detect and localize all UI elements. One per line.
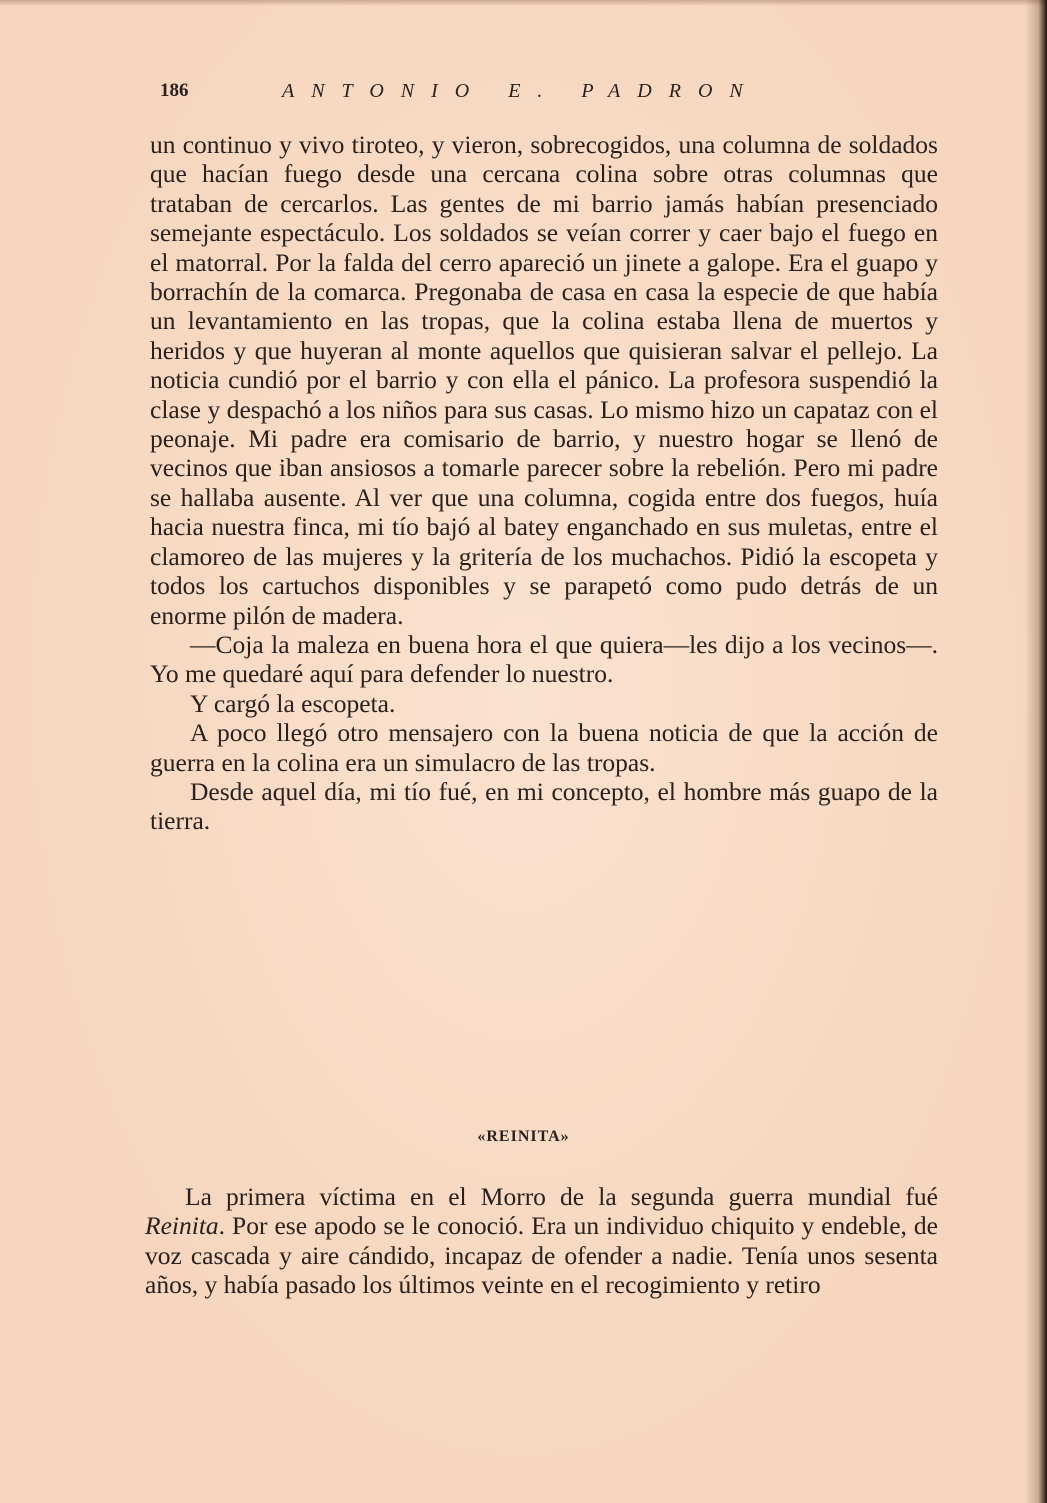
chapter-continuation-text: [150, 130, 938, 836]
paragraph-continued: un continuo y vivo tiroteo, y vieron, sobrecogidos, una columna de soldados que hacían fuego desde una cercana colina sobre otras columnas que trataban de cercarlos. Las gentes de mi barrio jamás habían presenciado semejante espectáculo. Los soldados se veían correr y caer bajo el fuego en el matorral. Por la falda del cerro apareció un jinete a galope. Era el guapo y borrachín de la comarca. Pregonaba de casa en casa la especie de que había un levantamiento en las tropas, que la colina estaba llena de muertos y heridos y que huyeran al monte aquellos que quisieran salvar el pellejo. La noticia cundió por el barrio y con ella el pánico. La profesora suspendió la clase y despachó a los niños para sus casas. Lo mismo hizo un capataz con el peonaje. Mi padre era comisario de barrio, y nuestro hogar se llenó de vecinos que iban ansiosos a tomarle parecer sobre la rebelión. Pero mi padre se hallaba ausente. Al ver que una columna, cogida entre dos fuegos, huía hacia nuestra finca, mi tío bajó al batey enganchado en sus muletas, entre el clamoreo de las mujeres y la gritería de los muchachos. Pidió la escopeta y todos los cartuchos disponibles y se parapetó como pudo detrás de un enorme pilón de madera.: [150, 130, 938, 630]
section-heading: «REINITA»: [477, 1128, 570, 1145]
section-paragraph-italic-name: Reinita: [145, 1211, 219, 1241]
paragraph-dialogue: —Coja la maleza en buena hora el que quiera—les dijo a los vecinos—. Yo me quedaré aquí para defender lo nuestro.: [150, 629, 938, 689]
page-number: 186: [160, 80, 189, 101]
section-paragraph: [145, 1182, 938, 1300]
running-head: [160, 80, 860, 110]
section-paragraph-start: La primera víctima en el Morro de la segunda guerra mundial fué: [185, 1182, 938, 1211]
paragraph-conclusion: Desde aquel día, mi tío fué, en mi concepto, el hombre más guapo de la tierra.: [150, 776, 938, 836]
section-paragraph-rest: . Por ese apodo se le conoció. Era un individuo chiquito y endeble, de voz cascada y aire cándido, incapaz de ofender a nadie. Tenía unos sesenta años, y había pasado los últimos veinte en el recogimiento y retiro: [145, 1211, 938, 1300]
paragraph-messenger: A poco llegó otro mensajero con la buena noticia de que la acción de guerra en la colina era un simulacro de las tropas.: [150, 718, 938, 777]
page-right-edge-shadow: [1025, 0, 1047, 1503]
section-text: [145, 1182, 938, 1300]
page-top-edge: [0, 0, 1047, 6]
running-head-author: ANTONIO E. PADRON: [282, 80, 760, 102]
paragraph-short: Y cargó la escopeta.: [190, 688, 396, 718]
